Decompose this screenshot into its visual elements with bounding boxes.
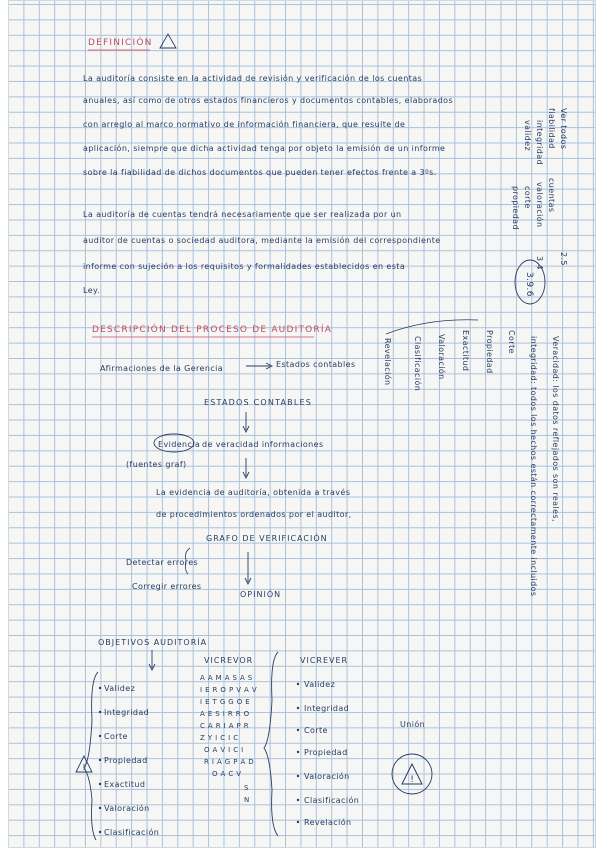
warning-triangle-icon <box>402 764 422 784</box>
margin-note: integridad <box>535 120 544 165</box>
definition-title: DEFINICIÓN <box>88 38 153 48</box>
margin-note: fiabilidad <box>547 108 556 149</box>
right-list-item: Corte <box>304 726 328 735</box>
left-list-item: Validez <box>104 684 136 693</box>
margin-note: Ver todos <box>559 108 568 150</box>
right-list-item: Propiedad <box>304 748 348 757</box>
left-list-item: Corte <box>104 732 128 741</box>
right-list-item: Revelación <box>304 818 352 827</box>
letter-grid-row: A A M A S A S <box>200 674 253 682</box>
assertion-vertical: Exactitud <box>461 330 470 372</box>
letter-grid-row: O A C V <box>212 770 242 778</box>
assertion-vertical: Propiedad <box>485 330 494 374</box>
margin-note: propiedad <box>511 186 520 230</box>
letter-grid-row: A E S I R R O <box>200 710 250 718</box>
para2-line: La auditoría de cuentas tendrá necesariamente que ser realizada por un <box>83 210 402 219</box>
detectar-text: Detectar errores <box>126 558 199 567</box>
left-list-item: Integridad <box>104 708 150 717</box>
evidence-line: La evidencia de auditoría, obtenida a través <box>156 488 351 497</box>
assertion-vertical: Valoración <box>437 334 446 380</box>
para2-line: informe con sujeción a los requisitos y formalidades establecidos en esta <box>83 262 406 271</box>
union-text: Unión <box>400 720 426 729</box>
circled-ref: 3.9.6 <box>524 272 534 297</box>
arrow-down-icon <box>243 426 249 432</box>
margin-note: cuentas <box>547 178 556 213</box>
para1-line: sobre la fiabilidad de dichos documentos que pueden tener efectos frente a 3ºs. <box>83 168 437 177</box>
vicrevor-header: VICREVOR <box>204 656 254 665</box>
fuentes-text: (fuentes graf) <box>126 460 187 469</box>
veracidad-text: de veracidad informaciones <box>202 440 324 449</box>
letter-grid-row: R I A G P A D <box>204 758 255 766</box>
letter-grid-row: Z Y I C I C <box>200 734 239 742</box>
para1-line: La auditoría consiste en la actividad de revisión y verificación de los cuentas <box>83 74 423 83</box>
afirmaciones-text: Afirmaciones de la Gerencia <box>100 364 224 373</box>
warning-triangle-icon <box>160 34 176 48</box>
para1-line: aplicación, siempre que dicha actividad tenga por objeto la emisión de un informe <box>83 144 446 153</box>
svg-text:!: ! <box>410 775 414 785</box>
right-list-item: Integridad <box>304 704 350 713</box>
estados-contables-text: Estados contables <box>276 360 356 369</box>
margin-ref: 3.4 <box>535 256 544 270</box>
right-list-item: Clasificación <box>304 796 360 805</box>
process-title: DESCRIPCIÓN DEL PROCESO DE AUDITORÍA <box>92 325 333 335</box>
evidence-line: de procedimientos ordenados por el auditor, <box>156 510 352 519</box>
margin-note: validez <box>523 120 532 152</box>
grafo-text: GRAFO DE VERIFICACIÓN <box>206 534 328 543</box>
svg-text:!: ! <box>82 763 86 772</box>
para2-line: auditor de cuentas o sociedad auditora, mediante la emisión del correspondiente <box>83 236 441 245</box>
left-list-item: Clasificación <box>104 828 160 837</box>
left-list-item: Propiedad <box>104 756 148 765</box>
long-vertical-note: integridad: todos los hechos están correctamente incluidos <box>529 336 538 597</box>
margin-ref: 2.5 <box>559 252 568 266</box>
letter-grid-row: I E T G G O E <box>200 698 251 706</box>
left-list-item: Exactitud <box>104 780 146 789</box>
assertion-vertical: Clasificación <box>413 336 422 392</box>
letter-grid-row: O A V I C I <box>204 746 244 754</box>
para2-line: Ley. <box>83 286 100 295</box>
estados-contables-heading: ESTADOS CONTABLES <box>204 398 313 407</box>
warning-triangle-icon <box>76 756 92 772</box>
objetivos-title: OBJETIVOS AUDITORÍA <box>98 638 208 647</box>
letter-grid-row: C A R I A P R <box>200 722 250 730</box>
letter-grid-row: S <box>244 784 249 792</box>
right-list-item: Valoración <box>304 772 350 781</box>
margin-note: corte <box>523 186 532 209</box>
vicrever-header: VICREVER <box>300 656 349 665</box>
letter-grid-row: N <box>244 796 250 804</box>
assertion-vertical: Corte <box>507 330 516 354</box>
para1-line: anuales, así como de otros estados financieros y documentos contables, elaborados <box>83 96 454 105</box>
right-list-item: Validez <box>304 680 336 689</box>
left-list-item: Valoración <box>104 804 150 813</box>
opinion-text: OPINIÓN <box>240 590 282 599</box>
margin-note: valoración <box>535 182 544 228</box>
arrow-right-icon <box>266 363 272 369</box>
letter-grid-row: I E R O P V A V <box>200 686 258 694</box>
para1-line: con arreglo al marco normativo de información financiera, que resulte de <box>83 120 406 129</box>
evidencia-text: Evidencia <box>158 440 201 449</box>
long-vertical-note: Veracidad: los datos reflejados son reales, <box>551 336 560 522</box>
corregir-text: Corregir errores <box>132 582 202 591</box>
assertion-vertical: Revelación <box>383 338 392 386</box>
notebook-page <box>8 0 596 848</box>
